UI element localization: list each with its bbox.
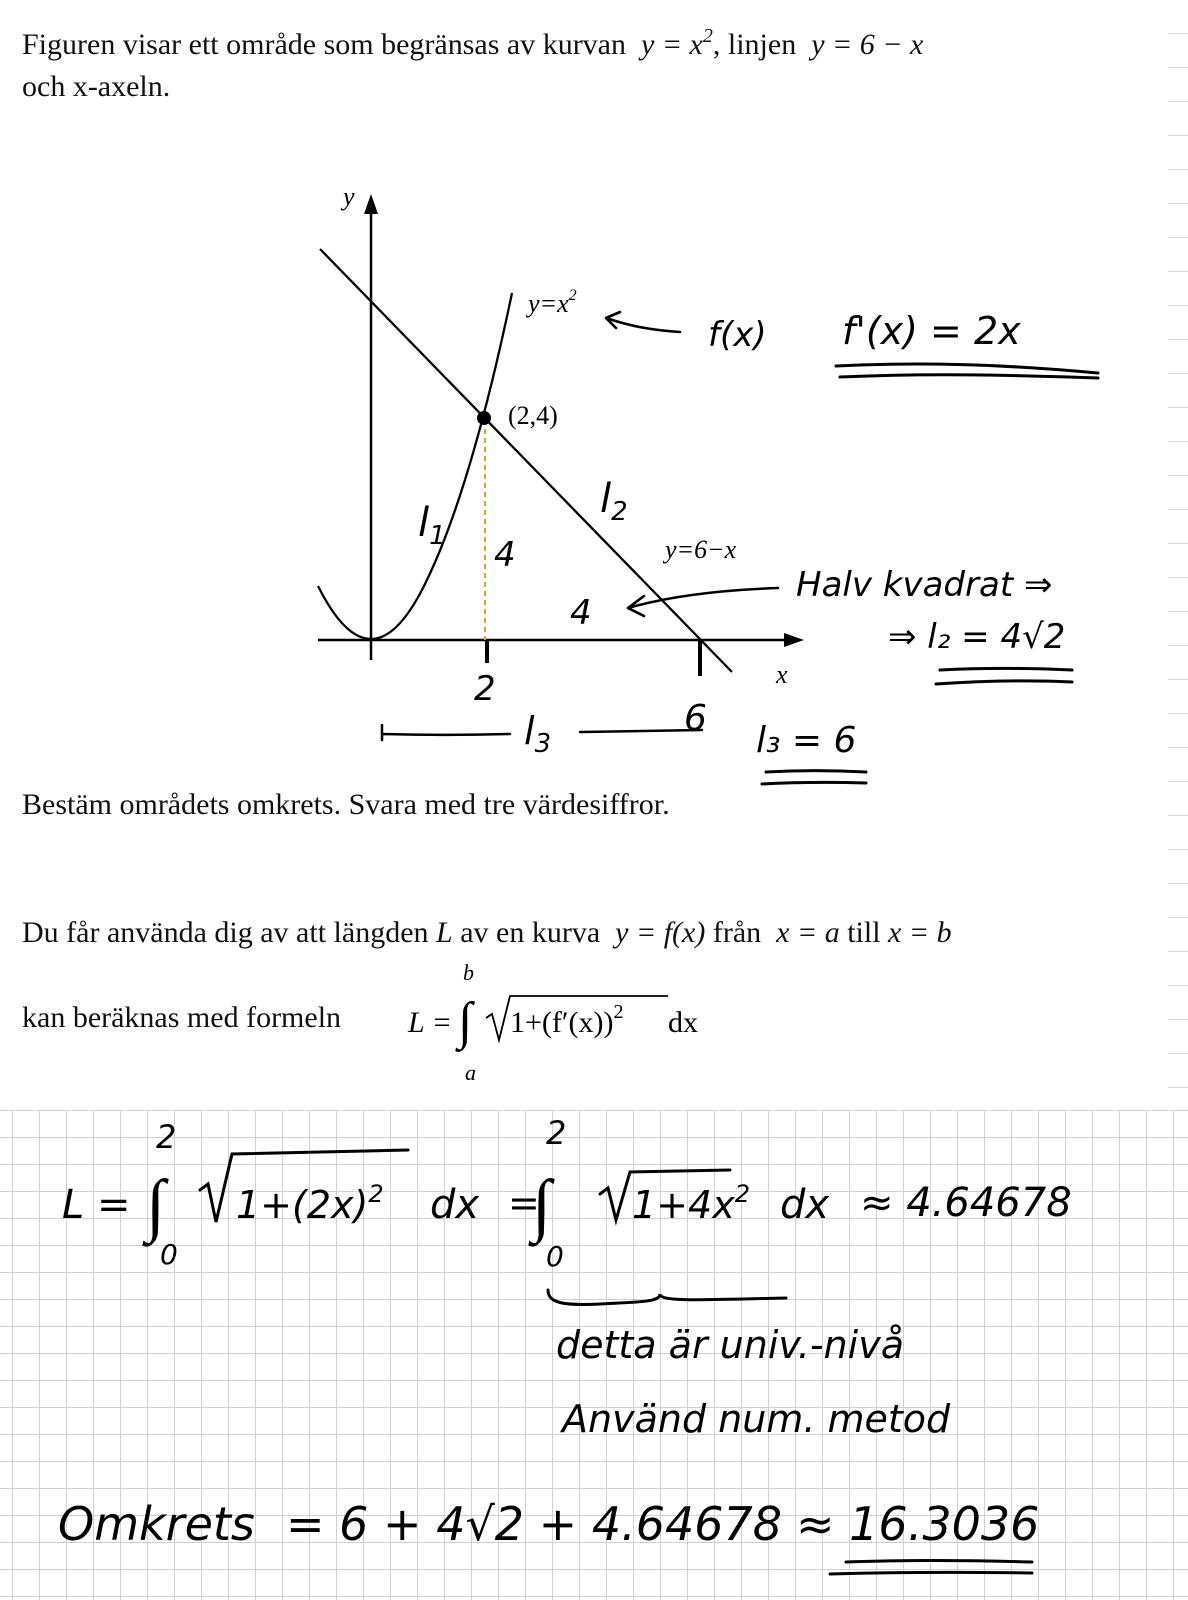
note-base: 4 [570, 593, 592, 633]
int2-body: $1+4x^2$ [632, 1180, 750, 1227]
int2-dx: dx [780, 1182, 830, 1228]
int1-body: $1+(2x)^2$ [236, 1180, 384, 1227]
formula-integral-sign: ∫ [458, 993, 473, 1050]
int2-upper: 2 [546, 1114, 567, 1152]
solution-handwriting [0, 1110, 1188, 1600]
formula-dx: dx [668, 1006, 698, 1039]
y-axis-label: y [343, 182, 355, 211]
perimeter-result: ≈ 16.3036 [796, 1497, 1040, 1551]
note-fx: f(x) [708, 315, 767, 355]
intro-line-1: Figuren visar ett område som begränsas av kurvan $y = x^2$, linjen y = 6 − x [22, 25, 924, 61]
y-axis-arrow [364, 194, 378, 214]
note-l3-value: l₃ = 6 [756, 720, 857, 761]
note-tick6: 6 [684, 698, 707, 739]
intro-line-2: och x-axeln. [22, 70, 171, 103]
perimeter-label: Omkrets [58, 1497, 255, 1551]
formula-L: L = [408, 1006, 452, 1039]
int1-lower: 0 [160, 1238, 178, 1271]
int1-sign: ∫ [146, 1167, 166, 1244]
note-l2-value: ⇒ l₂ = 4√2 [888, 617, 1066, 657]
note-height: 4 [494, 535, 516, 575]
approx-result: ≈ 4.64678 [860, 1180, 1072, 1226]
hint-line-1: Du får använda dig av att längden L av en kurva y = f(x) från x = a till x = b [22, 916, 952, 949]
perimeter-expression: = 6 + 4√2 + 4.64678 [286, 1497, 783, 1551]
int1-dx: dx [430, 1182, 480, 1228]
line-label: y=6−x [665, 535, 737, 564]
x-axis-arrow [784, 633, 804, 647]
question-text: Bestäm områdets omkrets. Svara med tre värdesiffror. [22, 788, 670, 821]
note-tick2: 2 [474, 669, 496, 709]
int2-sign: ∫ [532, 1167, 552, 1244]
formula-body: $1+(f'(x))^2$ [510, 1001, 624, 1039]
l3-underline [762, 771, 866, 785]
note-fprime: f'(x) = 2x [842, 309, 1021, 353]
curve-label: $y=x^2$ [528, 287, 577, 318]
arrow-to-curve [606, 312, 680, 332]
formula-upper-limit: b [463, 960, 474, 985]
int2-lower: 0 [546, 1240, 564, 1273]
note-half-square: Halv kvadrat ⇒ [796, 565, 1053, 605]
perimeter-underline [830, 1561, 1032, 1575]
comment-line-2: Använd num. metod [562, 1397, 951, 1441]
x-axis-label: x [776, 660, 788, 689]
hint-line-2: kan beräknas med formeln [22, 1001, 342, 1034]
note-l2: $l_2$ [600, 476, 628, 527]
line-equation: y = 6 − x [811, 28, 924, 61]
integral-L: L = [62, 1182, 131, 1228]
point-label: (2,4) [508, 401, 558, 430]
fprime-underline [836, 364, 1098, 378]
int-equals: = [508, 1181, 540, 1225]
l2-underline [936, 669, 1072, 685]
line-y-6-minus-x [320, 249, 732, 672]
curve-equation: $y = x^2$ [641, 25, 713, 61]
formula-lower-limit: a [465, 1060, 476, 1085]
intersection-point [477, 411, 491, 425]
arc-length-formula [400, 960, 740, 1085]
int2-brace [548, 1290, 786, 1304]
note-l3: $l_3$ [524, 709, 552, 759]
int1-upper: 2 [156, 1118, 177, 1156]
note-l1: $l_1$ [418, 500, 446, 551]
arrow-to-base [628, 588, 778, 616]
comment-line-1: detta är univ.-nivå [556, 1323, 904, 1367]
